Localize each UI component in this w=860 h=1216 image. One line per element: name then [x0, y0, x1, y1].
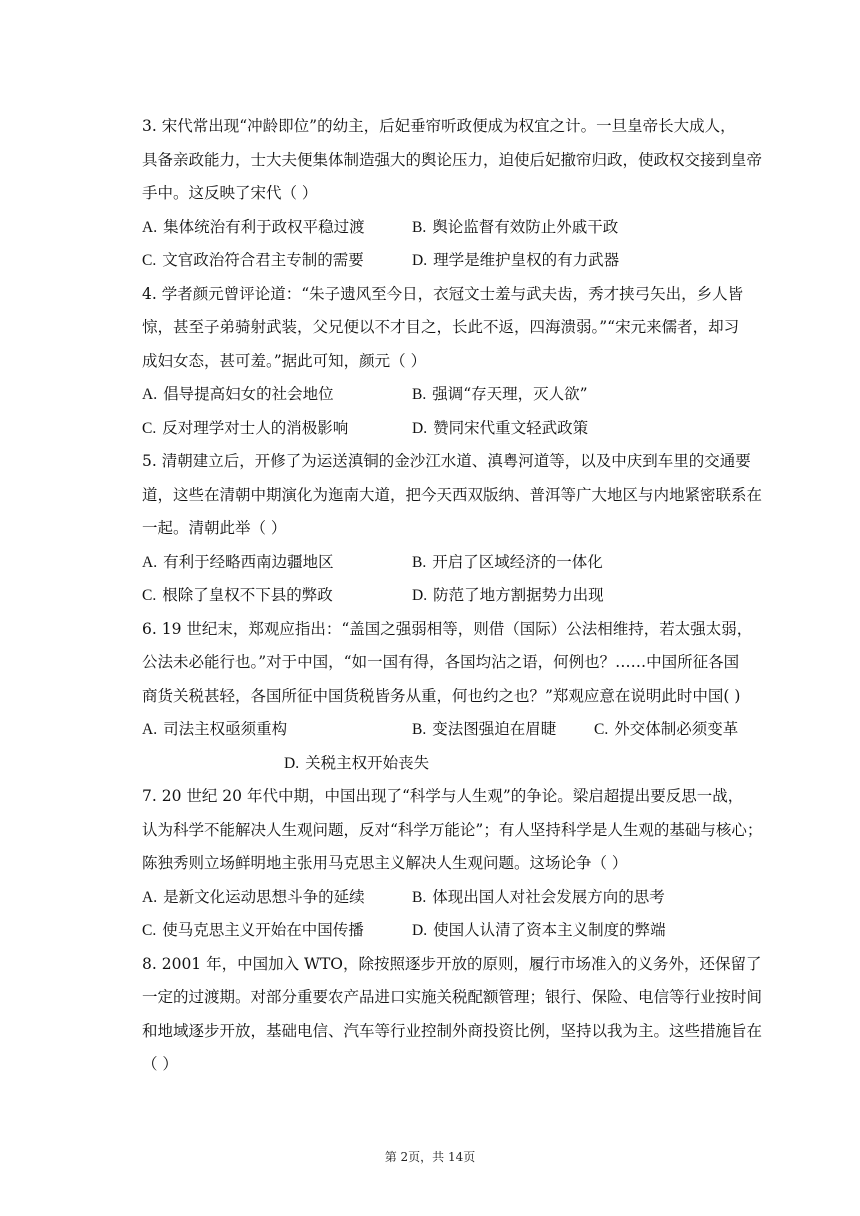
option-letter: D. [412, 252, 428, 269]
option-text: 关税主权开始丧失 [305, 753, 430, 772]
option-letter: D. [412, 587, 428, 604]
option-letter: B. [412, 386, 427, 403]
option-b[interactable] [412, 378, 742, 412]
option-text: 理学是维护皇权的有力武器 [433, 251, 620, 269]
question-5-line-2: 道，这些在清朝中期演化为迤南大道，把今天西双版纳、普洱等广大地区与内地紧密联系在 [142, 485, 763, 504]
question-4 [142, 278, 754, 446]
option-d[interactable] [412, 579, 742, 613]
option-d[interactable] [284, 747, 429, 781]
option-text: 使马克思主义开始在中国传播 [162, 921, 364, 939]
question-4-options-row-1 [142, 378, 754, 412]
option-letter: C. [142, 587, 157, 604]
option-c[interactable] [142, 579, 412, 613]
option-b[interactable] [412, 546, 742, 580]
option-d[interactable] [412, 914, 742, 948]
option-text: 舆论监督有效防止外戚干政 [432, 217, 619, 236]
question-8-line-3: 和地域逐步开放，基础电信、汽车等行业控制外商投资比例，坚持以我为主。这些措施旨在 [142, 1021, 763, 1040]
page-number-footer: 第 2页，共 14页 [384, 1150, 476, 1164]
option-letter: A. [142, 721, 158, 738]
option-c[interactable] [142, 412, 412, 446]
question-7-line-3: 陈独秀则立场鲜明地主张用马克思主义解决人生观问题。这场论争（ ） [142, 854, 628, 872]
option-a[interactable] [142, 713, 412, 747]
option-letter: A. [142, 218, 158, 236]
option-c[interactable] [142, 244, 412, 278]
option-text: 是新文化运动思想斗争的延续 [163, 887, 365, 906]
option-text: 有利于经略西南边疆地区 [163, 552, 334, 571]
question-3-line-3: 手中。这反映了宋代（ ） [142, 184, 318, 202]
option-c[interactable] [142, 914, 412, 948]
question-4-line-2: 惊，甚至子弟骑射武装，父兄便以不才目之，长此不返，四海溃弱。”“宋元来儒者，却习 [142, 318, 740, 336]
option-letter: D. [412, 922, 428, 939]
option-text: 体现出国人对社会发展方向的思考 [432, 887, 665, 906]
question-5 [142, 445, 763, 613]
option-letter: B. [412, 888, 427, 906]
option-letter: A. [142, 386, 158, 403]
question-8-line-2: 一定的过渡期。对部分重要农产品进口实施关税配额管理；银行、保险、电信等行业按时间 [142, 988, 763, 1006]
option-letter: C. [142, 419, 157, 437]
option-text: 集体统治有利于政权平稳过渡 [163, 217, 365, 236]
option-text: 防范了地方割据势力出现 [433, 586, 604, 604]
option-letter: B. [412, 218, 427, 236]
question-3-options-row-1 [142, 211, 754, 245]
option-letter: C. [594, 721, 609, 738]
option-letter: D. [284, 754, 300, 772]
option-text: 外交体制必须变革 [614, 720, 739, 738]
option-letter: B. [412, 553, 427, 571]
question-4-line-3: 成妇女态，甚可羞。”据此可知，颜元（ ） [142, 351, 427, 370]
question-7 [142, 780, 763, 948]
option-letter: C. [142, 922, 157, 939]
question-7-line-2: 认为科学不能解决人生观问题，反对“科学万能论”；有人坚持科学是人生观的基础与核心； [142, 820, 763, 839]
option-text: 反对理学对士人的消极影响 [162, 418, 349, 437]
option-d[interactable] [412, 244, 742, 278]
question-5-options-row-2 [142, 579, 754, 613]
option-text: 文官政治符合君主专制的需要 [162, 251, 364, 269]
question-5-line-1: 5. 清朝建立后，开修了为运送滇铜的金沙江水道、滇粤河道等，以及中庆到车里的交通要 [142, 452, 751, 470]
question-5-line-3: 一起。清朝此举（ ） [142, 519, 287, 537]
option-b[interactable] [412, 713, 594, 747]
option-d[interactable] [412, 412, 742, 446]
question-list [142, 110, 763, 1082]
question-6-line-3: 商货关税甚轻，各国所征中国货税皆务从重，何也约之也？”郑观应意在说明此时中国( ) [142, 686, 741, 705]
option-text: 司法主权亟须重构 [163, 720, 288, 738]
question-7-options-row-1 [142, 881, 754, 915]
question-6-options-row-2 [142, 747, 754, 781]
option-text: 赞同宋代重文轻武政策 [433, 418, 589, 437]
question-6-line-2: 公法未必能行也。”对于中国，“如一国有得，各国均沾之语，何例也？……中国所征各国 [142, 653, 740, 671]
option-a[interactable] [142, 881, 412, 915]
question-8-line-4: （ ） [142, 1055, 178, 1073]
option-text: 倡导提高妇女的社会地位 [163, 385, 334, 403]
question-6-line-1: 6. 19 世纪末，郑观应指出：“盖国之强弱相等，则借（国际）公法相维持，若太强太弱， [142, 619, 753, 638]
question-3 [142, 110, 763, 278]
question-7-line-1: 7. 20 世纪 20 年代中期，中国出现了“科学与人生观”的争论。梁启超提出要反思一战， [142, 787, 744, 805]
question-6 [142, 613, 754, 781]
question-3-line-2: 具备亲政能力，士大夫便集体制造强大的舆论压力，迫使后妃撤帘归政，使政权交接到皇帝 [142, 150, 763, 169]
option-letter: A. [142, 553, 158, 571]
question-5-options-row-1 [142, 546, 754, 580]
option-b[interactable] [412, 211, 742, 245]
option-a[interactable] [142, 378, 412, 412]
question-4-line-1: 4. 学者颜元曾评论道：“朱子遗风至今日，衣冠文士羞与武夫齿，秀才挟弓矢出，乡人皆 [142, 284, 744, 303]
option-letter: A. [142, 888, 158, 906]
question-8 [142, 948, 763, 1082]
question-4-options-row-2 [142, 412, 754, 446]
option-c[interactable] [594, 713, 738, 747]
option-a[interactable] [142, 211, 412, 245]
option-b[interactable] [412, 881, 742, 915]
option-text: 根除了皇权不下县的弊政 [162, 586, 333, 604]
question-3-line-1: 3. 宋代常出现“冲龄即位”的幼主，后妃垂帘听政便成为权宜之计。一旦皇帝长大成人， [142, 117, 736, 135]
option-letter: B. [412, 721, 427, 738]
question-6-options-row-1 [142, 713, 754, 747]
option-letter: C. [142, 252, 157, 269]
question-8-line-1: 8. 2001 年，中国加入 WTO，除按照逐步开放的原则，履行市场准入的义务外，还保留了 [142, 954, 762, 973]
option-a[interactable] [142, 546, 412, 580]
question-7-options-row-2 [142, 914, 754, 948]
question-3-options-row-2 [142, 244, 754, 278]
option-text: 使国人认清了资本主义制度的弊端 [433, 921, 666, 939]
option-text: 变法图强迫在眉睫 [432, 720, 557, 738]
option-letter: D. [412, 419, 428, 437]
option-text: 强调“存天理，灭人欲” [432, 385, 588, 403]
option-text: 开启了区域经济的一体化 [432, 552, 603, 571]
